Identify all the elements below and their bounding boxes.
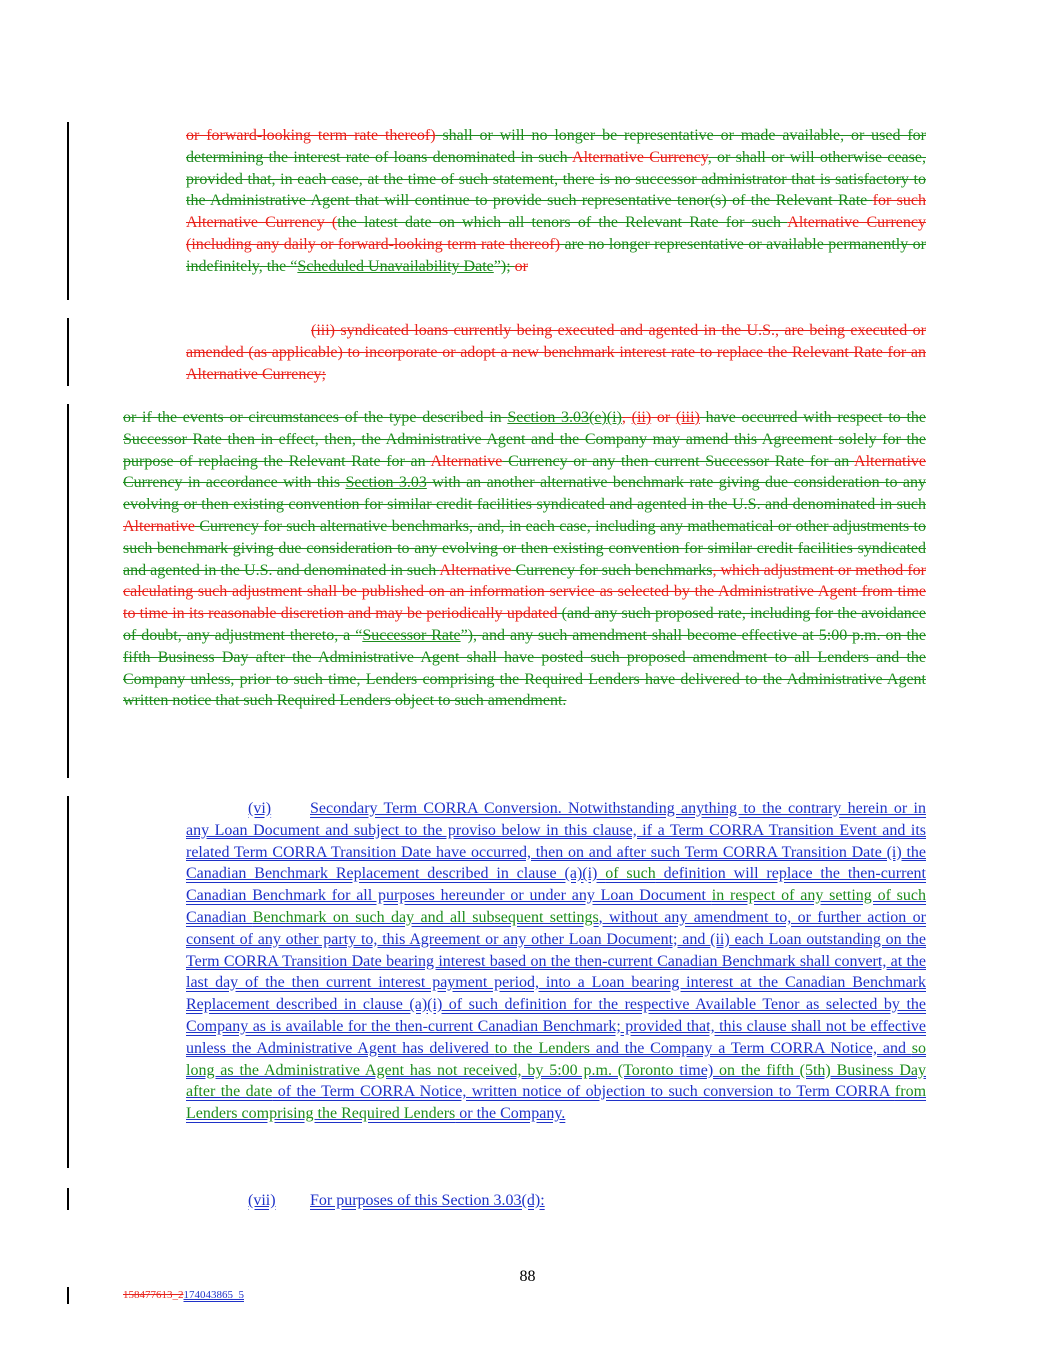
moved-text: Currency for such alternative benchmarks, and, in each case, including any mathematical or other adjustments to such benchmark giving due consideration to any evolving or then existing convention for similar credit facilities syndicated and agented in the U.S. and denominated in such: [123, 517, 926, 579]
deleted-text: Alternative: [430, 452, 503, 470]
paragraph-clause-iii: [186, 320, 926, 385]
inserted-text: of the Term CORRA Notice, written notice of objection to such conversion to Term CORRA: [272, 1083, 895, 1101]
moved-text: the latest date on which all tenors of the Relevant Rate for such: [337, 214, 788, 232]
moved-text: ”);: [493, 257, 515, 275]
deleted-text: ,: [621, 409, 632, 426]
defined-term: Successor Rate: [362, 626, 461, 644]
inserted-moved-text: Benchmark on such day and all subsequent settings: [252, 908, 599, 926]
deleted-text: or: [514, 257, 528, 275]
deleted-text: , which adjustment or method for calculating such adjustment shall be published on an information service as selected by the Administrative Agent from time to time in its reasonable discretion and may be periodically updated: [123, 561, 926, 623]
document-id-inserted: 174043865_5: [183, 1289, 244, 1301]
paragraph-clause-vii: [186, 1190, 926, 1212]
inserted-moved-text: from Lenders comprising the Required Lenders: [186, 1083, 927, 1123]
section-reference: Section 3.03(e)(i): [507, 409, 622, 426]
moved-text: with an another alternative benchmark rate giving due consideration to any evolving or then existing convention for similar credit facilities syndicated and agented in the U.S. and denominated in such: [123, 474, 926, 514]
section-reference: Section 3.03: [345, 474, 427, 492]
paragraph-successor-rate: [123, 407, 926, 712]
moved-text: , and any such amendment shall become effective at 5:00 p.m. on the fifth Business Day after the Administrative Agent shall have posted such proposed amendment to all Lenders and the Company unless, prior to such time, Lenders comprising the Required Lenders have delivered to the Administrative Agent written notice that such Required Lenders object to such amendment.: [123, 626, 926, 710]
moved-text: are no longer representative or available permanently or indefinitely, the “: [186, 235, 927, 275]
moved-text: ”): [460, 626, 473, 644]
inserted-moved-text: to the Lenders: [494, 1039, 590, 1057]
paragraph-clause-vi: [186, 798, 926, 1125]
inserted-text: definition will replace the then-current Canadian Benchmark for all purposes hereunder or under any Loan Document: [186, 865, 927, 905]
document-id: [123, 1289, 244, 1301]
deleted-text: Alternative Currency (including any daily or forward-looking term rate thereof): [186, 214, 927, 253]
clause-number: (vii): [248, 1192, 276, 1209]
inserted-moved-text: on the fifth (5th) Business Day after the date: [186, 1061, 927, 1101]
inserted-moved-text: of such: [605, 865, 656, 883]
change-bar: [67, 404, 69, 778]
moved-text: or if the events or circumstances of the type described in: [123, 409, 508, 426]
moved-text: Currency or any then current Successor Rate for an: [502, 452, 855, 470]
change-bar: [67, 1287, 69, 1304]
page-number: 88: [519, 1268, 536, 1285]
section-reference: (ii): [631, 409, 652, 426]
inserted-text: , without any amendment to, or further action or consent of any other party to, this Agreement or any other Loan Document; and (ii) each Loan outstanding on the Term CORRA Transition Date bearing interest based on the then-current Canadian Benchmark shall convert, at the last day of the then current interest payment period, into a Loan bearing interest at the Canadian Benchmark Replacement described in clause (a)(i) of such definition for the respective Available Tenor as selected by the Company as is available for the then-current Canadian Benchmark; provided that, this clause shall not be effective unless the Administrative Agent has delivered: [186, 908, 927, 1057]
paragraph-clause-ii-continued: [186, 125, 926, 278]
change-bar: [67, 1188, 69, 1210]
change-bar: [67, 122, 69, 300]
deleted-text: Alternative: [123, 517, 195, 535]
moved-text: Currency in accordance with this: [123, 474, 346, 492]
defined-term: Scheduled Unavailability Date: [297, 257, 494, 275]
deleted-text: for such Alternative Currency (: [186, 192, 926, 232]
deleted-text: (iii) syndicated loans currently being executed and agented in the U.S., are being executed or amended (as applicable) to incorporate or adopt a new benchmark interest rate to replace the Relevant Rate for an Alternative Currency;: [186, 322, 926, 383]
moved-text: Currency for such benchmarks: [511, 561, 713, 579]
deleted-text: Alternative: [439, 561, 512, 579]
clause-number: (vi): [248, 800, 272, 817]
moved-text: (and any such proposed rate, including for the avoidance of doubt, any adjustment thereto, a “: [123, 605, 926, 644]
inserted-text: and the Company a Term CORRA Notice, and: [590, 1039, 912, 1057]
deleted-text: Alternative: [854, 452, 926, 470]
inserted-text: or the Company.: [455, 1105, 566, 1123]
change-bar: [67, 318, 69, 386]
deleted-text: or forward-looking term rate thereof): [186, 127, 436, 144]
change-bar: [67, 796, 69, 1168]
moved-text: , or shall or will otherwise cease, provided that, in each case, at the time of such statement, there is no successor administrator that is satisfactory to the Administrative Agent that will continue to provide such representative tenor(s) of the Relevant Rate: [186, 148, 926, 210]
document-id-deleted: 158477613_2: [123, 1289, 184, 1301]
inserted-text: For purposes of this Section 3.03(d):: [310, 1192, 545, 1209]
inserted-text: Secondary Term CORRA Conversion. Notwithstanding anything to the contrary herein or in any Loan Document and subject to the proviso below in this clause, if a Term CORRA Transition Event and its related Term CORRA Transition Date have occurred, then on and after such Term CORRA Transition Date (i) the Canadian Benchmark Replacement described in clause (a)(i): [186, 800, 926, 883]
section-reference: (iii): [675, 409, 700, 426]
inserted-text: Canadian: [186, 908, 253, 926]
deleted-text: Alternative Currency: [572, 148, 708, 166]
deleted-text: or: [651, 409, 676, 426]
inserted-text: time): [673, 1061, 720, 1079]
moved-text: shall or will no longer be representative or made available, or used for determining the interest rate of loans denominated in such: [186, 127, 926, 166]
moved-text: have occurred with respect to the Successor Rate then in effect, then, the Administrative Agent and the Company may amend this Agreement solely for the purpose of replacing the Relevant Rate for an: [123, 409, 927, 470]
inserted-moved-text: so long as the Administrative Agent has not received, by 5:00 p.m. (Toronto: [186, 1039, 927, 1079]
inserted-moved-text: in respect of any setting of such: [711, 887, 927, 905]
